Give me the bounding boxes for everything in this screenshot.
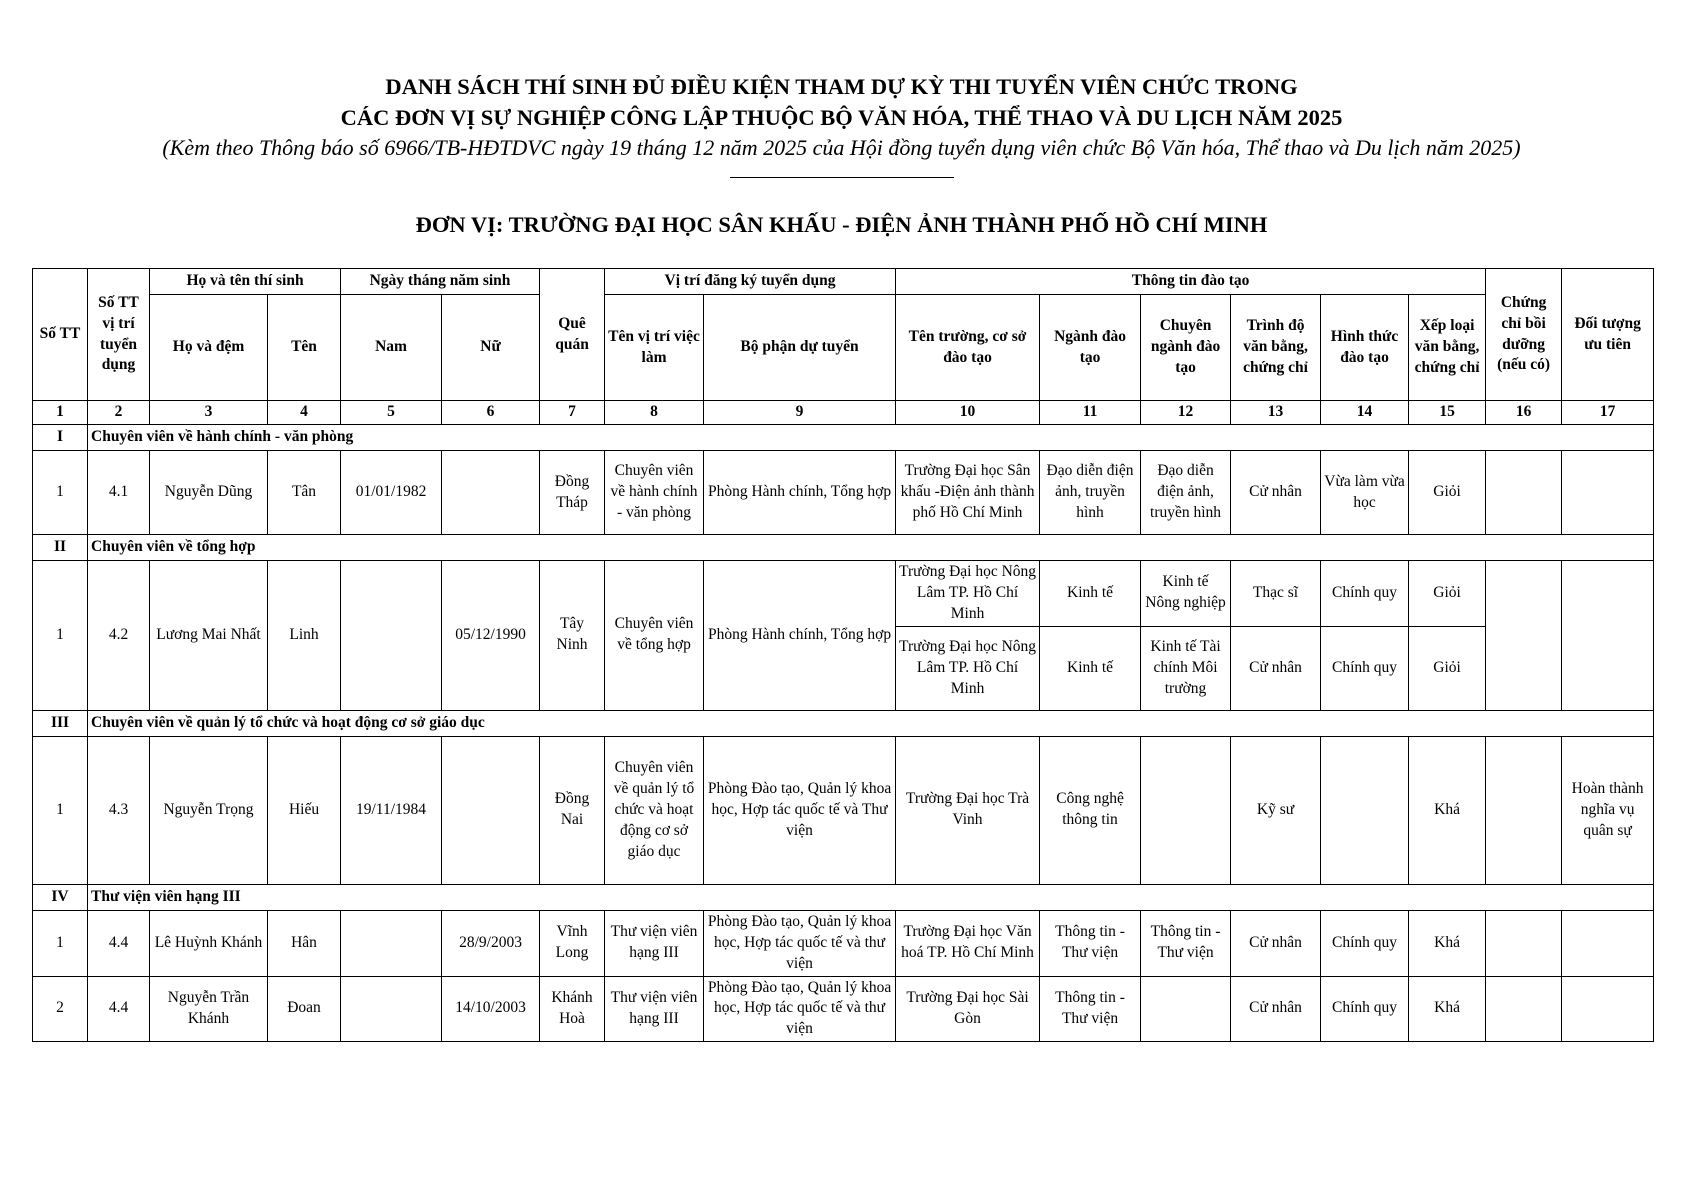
col-number: 12 — [1141, 401, 1231, 425]
cell-grade: Giỏi — [1409, 451, 1486, 535]
cell-major: Kinh tế — [1040, 626, 1141, 710]
col-header-stt: Số TT — [33, 269, 88, 401]
cell-major: Đạo diễn điện ảnh, truyền hình — [1040, 451, 1141, 535]
cell-hometown: Tây Ninh — [540, 561, 605, 711]
cell-dob-female: 14/10/2003 — [442, 976, 540, 1042]
cell-stt: 1 — [33, 451, 88, 535]
section-number: I — [33, 425, 88, 451]
cell-grade: Khá — [1409, 976, 1486, 1042]
cell-grade: Khá — [1409, 736, 1486, 884]
cell-dob-female — [442, 451, 540, 535]
cell-school: Trường Đại học Sân khấu -Điện ảnh thành phố Hồ Chí Minh — [896, 451, 1040, 535]
col-header-school: Tên trường, cơ sở đào tạo — [896, 295, 1040, 401]
cell-hometown: Khánh Hoà — [540, 976, 605, 1042]
col-number: 6 — [442, 401, 540, 425]
col-header-male: Nam — [341, 295, 442, 401]
col-number: 7 — [540, 401, 605, 425]
document-title-line-1: DANH SÁCH THÍ SINH ĐỦ ĐIỀU KIỆN THAM DỰ KỲ THI TUYỂN VIÊN CHỨC TRONG — [385, 74, 1298, 99]
cell-dob-female: 28/9/2003 — [442, 910, 540, 976]
cell-department: Phòng Hành chính, Tổng hợp — [704, 451, 896, 535]
col-header-given-name: Tên — [268, 295, 341, 401]
cell-training-form — [1321, 736, 1409, 884]
cell-stt: 2 — [33, 976, 88, 1042]
col-header-fullname-group: Họ và tên thí sinh — [150, 269, 341, 295]
cell-certificate — [1486, 736, 1562, 884]
cell-stt: 1 — [33, 910, 88, 976]
col-header-certificate: Chứng chỉ bồi dưỡng (nếu có) — [1486, 269, 1562, 401]
cell-dob-male — [341, 561, 442, 711]
cell-major: Thông tin - Thư viện — [1040, 910, 1141, 976]
col-number: 15 — [1409, 401, 1486, 425]
col-number: 3 — [150, 401, 268, 425]
cell-grade: Giỏi — [1409, 626, 1486, 710]
cell-priority: Hoàn thành nghĩa vụ quân sự — [1562, 736, 1654, 884]
section-row — [33, 425, 1654, 451]
col-header-department: Bộ phận dự tuyển — [704, 295, 896, 401]
section-title: Chuyên viên về hành chính - văn phòng — [88, 425, 1654, 451]
document-title-line-2: CÁC ĐƠN VỊ SỰ NGHIỆP CÔNG LẬP THUỘC BỘ VĂN HÓA, THỂ THAO VÀ DU LỊCH NĂM 2025 — [340, 105, 1343, 130]
cell-position-code: 4.1 — [88, 451, 150, 535]
cell-specialization — [1141, 976, 1231, 1042]
section-number: III — [33, 710, 88, 736]
cell-hometown: Đồng Tháp — [540, 451, 605, 535]
cell-hometown: Đồng Nai — [540, 736, 605, 884]
cell-degree: Kỹ sư — [1231, 736, 1321, 884]
cell-dob-male: 01/01/1982 — [341, 451, 442, 535]
col-number: 4 — [268, 401, 341, 425]
unit-heading: ĐƠN VỊ: TRƯỜNG ĐẠI HỌC SÂN KHẤU - ĐIỆN ẢNH THÀNH PHỐ HỒ CHÍ MINH — [415, 212, 1268, 237]
cell-specialization: Thông tin - Thư viện — [1141, 910, 1231, 976]
section-number: IV — [33, 884, 88, 910]
cell-training-form: Chính quy — [1321, 626, 1409, 710]
cell-major: Công nghệ thông tin — [1040, 736, 1141, 884]
col-number: 1 — [33, 401, 88, 425]
cell-stt: 1 — [33, 561, 88, 711]
table-row — [33, 910, 1654, 976]
cell-job-title: Chuyên viên về quản lý tổ chức và hoạt động cơ sở giáo dục — [605, 736, 704, 884]
section-number: II — [33, 535, 88, 561]
col-header-stt-position: Số TT vị trí tuyển dụng — [88, 269, 150, 401]
cell-training-form: Chính quy — [1321, 976, 1409, 1042]
cell-given-name: Linh — [268, 561, 341, 711]
cell-position-code: 4.3 — [88, 736, 150, 884]
col-number: 9 — [704, 401, 896, 425]
cell-degree: Cử nhân — [1231, 626, 1321, 710]
cell-specialization: Kinh tế Nông nghiệp — [1141, 561, 1231, 627]
cell-surname: Nguyễn Trần Khánh — [150, 976, 268, 1042]
cell-school: Trường Đại học Văn hoá TP. Hồ Chí Minh — [896, 910, 1040, 976]
cell-given-name: Tân — [268, 451, 341, 535]
cell-dob-female: 05/12/1990 — [442, 561, 540, 711]
cell-training-form: Vừa làm vừa học — [1321, 451, 1409, 535]
cell-grade: Giỏi — [1409, 561, 1486, 627]
cell-job-title: Thư viện viên hạng III — [605, 910, 704, 976]
document-subtitle: (Kèm theo Thông báo số 6966/TB-HĐTDVC ngày 19 tháng 12 năm 2025 của Hội đồng tuyển dụng viên chức Bộ Văn hóa, Thể thao và Du lịch năm 2025) — [162, 135, 1521, 160]
col-header-training-group: Thông tin đào tạo — [896, 269, 1486, 295]
cell-specialization — [1141, 736, 1231, 884]
cell-degree: Cử nhân — [1231, 910, 1321, 976]
table-row — [33, 976, 1654, 1042]
col-header-degree: Trình độ văn bằng, chứng chỉ — [1231, 295, 1321, 401]
cell-major: Thông tin - Thư viện — [1040, 976, 1141, 1042]
col-header-training-form: Hình thức đào tạo — [1321, 295, 1409, 401]
col-number: 14 — [1321, 401, 1409, 425]
table-row — [33, 451, 1654, 535]
col-header-female: Nữ — [442, 295, 540, 401]
col-header-grade: Xếp loại văn bằng, chứng chỉ — [1409, 295, 1486, 401]
section-title: Chuyên viên về tổng hợp — [88, 535, 1654, 561]
section-row — [33, 884, 1654, 910]
cell-dob-male — [341, 910, 442, 976]
cell-given-name: Hân — [268, 910, 341, 976]
cell-dob-male — [341, 976, 442, 1042]
table-row — [33, 561, 1654, 627]
cell-degree: Thạc sĩ — [1231, 561, 1321, 627]
cell-certificate — [1486, 451, 1562, 535]
cell-major: Kinh tế — [1040, 561, 1141, 627]
cell-priority — [1562, 910, 1654, 976]
cell-certificate — [1486, 561, 1562, 711]
col-header-major: Ngành đào tạo — [1040, 295, 1141, 401]
cell-degree: Cử nhân — [1231, 976, 1321, 1042]
cell-priority — [1562, 451, 1654, 535]
cell-dob-female — [442, 736, 540, 884]
cell-priority — [1562, 976, 1654, 1042]
cell-stt: 1 — [33, 736, 88, 884]
cell-job-title: Chuyên viên về hành chính - văn phòng — [605, 451, 704, 535]
table-row — [33, 736, 1654, 884]
col-header-hometown: Quê quán — [540, 269, 605, 401]
cell-school: Trường Đại học Sài Gòn — [896, 976, 1040, 1042]
cell-training-form: Chính quy — [1321, 910, 1409, 976]
cell-surname: Lương Mai Nhất — [150, 561, 268, 711]
cell-dob-male: 19/11/1984 — [341, 736, 442, 884]
col-number: 13 — [1231, 401, 1321, 425]
candidate-table — [32, 268, 1654, 1042]
col-header-surname: Họ và đệm — [150, 295, 268, 401]
cell-department: Phòng Đào tạo, Quản lý khoa học, Hợp tác quốc tế và Thư viện — [704, 736, 896, 884]
cell-job-title: Thư viện viên hạng III — [605, 976, 704, 1042]
cell-given-name: Đoan — [268, 976, 341, 1042]
col-number: 2 — [88, 401, 150, 425]
cell-priority — [1562, 561, 1654, 711]
cell-hometown: Vĩnh Long — [540, 910, 605, 976]
cell-position-code: 4.2 — [88, 561, 150, 711]
cell-school: Trường Đại học Nông Lâm TP. Hồ Chí Minh — [896, 626, 1040, 710]
cell-certificate — [1486, 910, 1562, 976]
section-row — [33, 710, 1654, 736]
cell-position-code: 4.4 — [88, 976, 150, 1042]
cell-given-name: Hiếu — [268, 736, 341, 884]
col-header-dob-group: Ngày tháng năm sinh — [341, 269, 540, 295]
col-header-position-group: Vị trí đăng ký tuyển dụng — [605, 269, 896, 295]
cell-surname: Lê Huỳnh Khánh — [150, 910, 268, 976]
col-header-job-title: Tên vị trí việc làm — [605, 295, 704, 401]
cell-surname: Nguyễn Trọng — [150, 736, 268, 884]
col-number: 11 — [1040, 401, 1141, 425]
col-number: 16 — [1486, 401, 1562, 425]
cell-training-form: Chính quy — [1321, 561, 1409, 627]
col-header-priority: Đối tượng ưu tiên — [1562, 269, 1654, 401]
cell-specialization: Đạo diễn điện ảnh, truyền hình — [1141, 451, 1231, 535]
cell-school: Trường Đại học Trà Vinh — [896, 736, 1040, 884]
col-number: 5 — [341, 401, 442, 425]
cell-school: Trường Đại học Nông Lâm TP. Hồ Chí Minh — [896, 561, 1040, 627]
cell-surname: Nguyễn Dũng — [150, 451, 268, 535]
cell-department: Phòng Đào tạo, Quản lý khoa học, Hợp tác quốc tế và thư viện — [704, 976, 896, 1042]
section-row — [33, 535, 1654, 561]
section-title: Chuyên viên về quản lý tổ chức và hoạt động cơ sở giáo dục — [88, 710, 1654, 736]
section-title: Thư viện viên hạng III — [88, 884, 1654, 910]
cell-certificate — [1486, 976, 1562, 1042]
col-header-specialization: Chuyên ngành đào tạo — [1141, 295, 1231, 401]
col-number: 10 — [896, 401, 1040, 425]
title-divider — [730, 177, 954, 178]
cell-job-title: Chuyên viên về tổng hợp — [605, 561, 704, 711]
col-number: 17 — [1562, 401, 1654, 425]
cell-specialization: Kinh tế Tài chính Môi trường — [1141, 626, 1231, 710]
col-number: 8 — [605, 401, 704, 425]
cell-position-code: 4.4 — [88, 910, 150, 976]
cell-grade: Khá — [1409, 910, 1486, 976]
cell-degree: Cử nhân — [1231, 451, 1321, 535]
cell-department: Phòng Đào tạo, Quản lý khoa học, Hợp tác quốc tế và thư viện — [704, 910, 896, 976]
cell-department: Phòng Hành chính, Tổng hợp — [704, 561, 896, 711]
